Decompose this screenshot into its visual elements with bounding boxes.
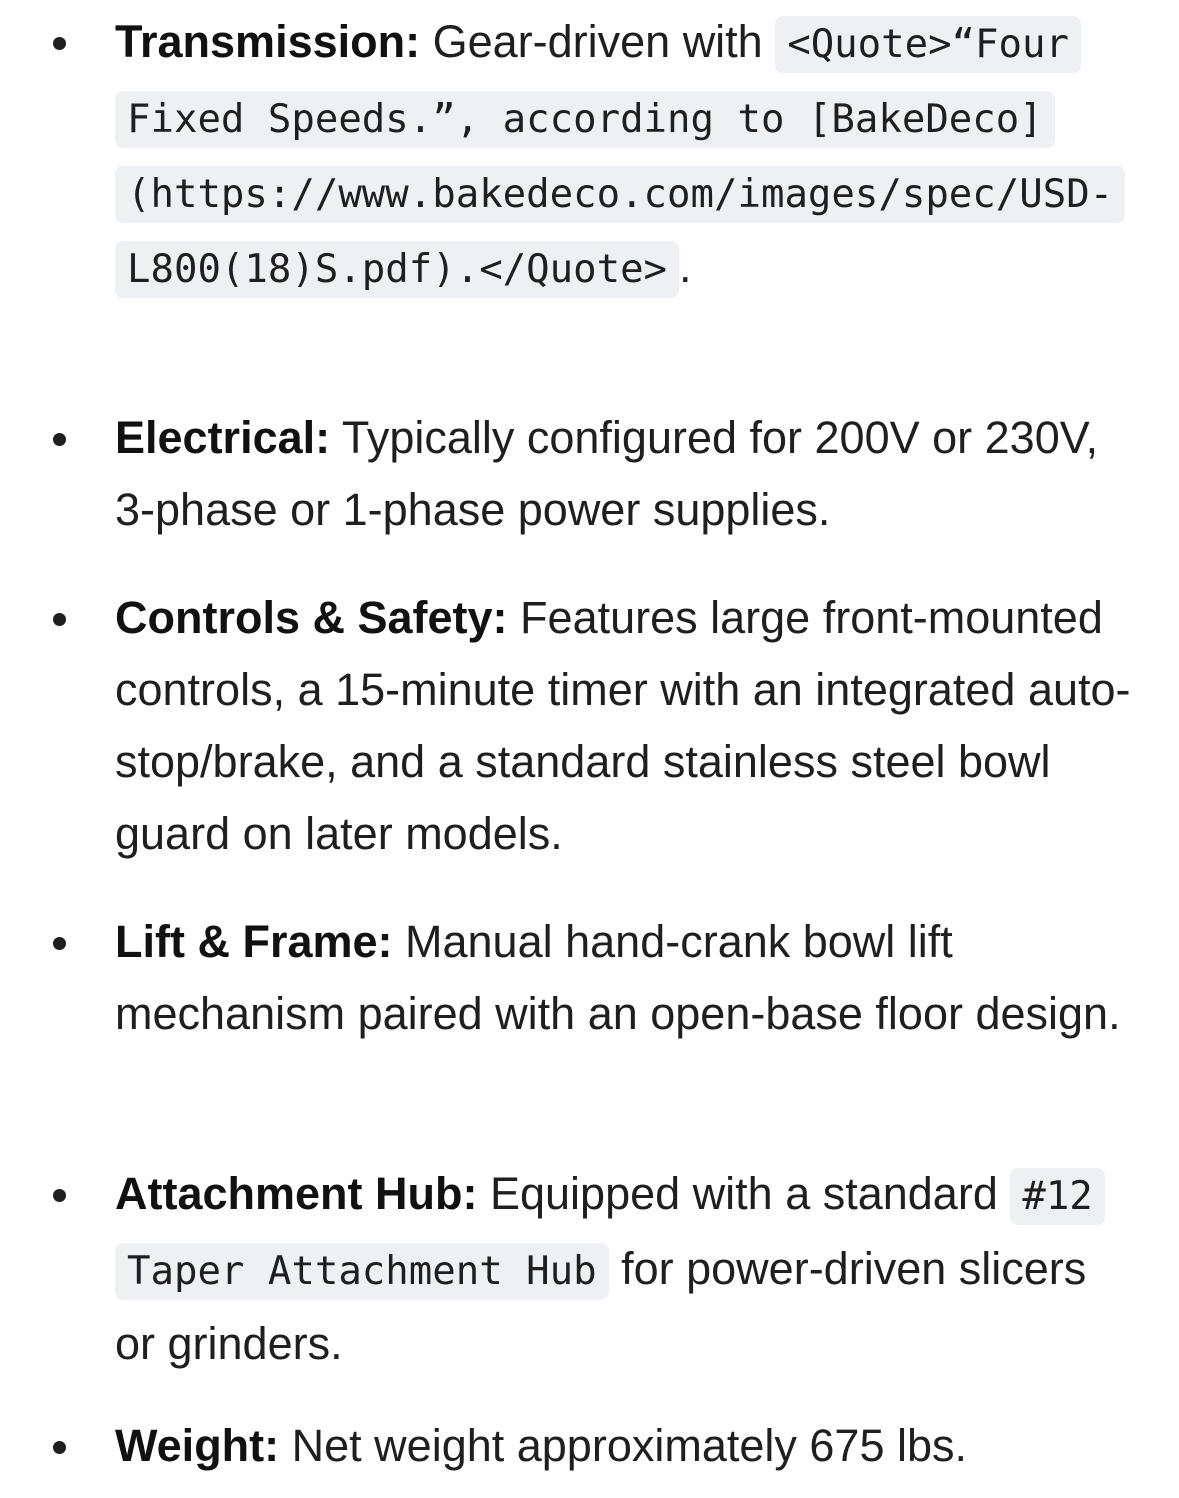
item-label: Electrical: (115, 412, 331, 463)
list-item-lift-frame (115, 906, 1135, 1050)
list-item-transmission (115, 6, 1125, 306)
item-text: Features large front-mounted controls, a 15-minute timer with an integrated auto-stop/brake, and a standard stainless steel bowl guard on later models. (115, 592, 1131, 859)
item-text: Typically configured for 200V or 230V, 3-phase or 1-phase power supplies. (115, 412, 1099, 535)
list-item-attachment-hub (115, 1158, 1135, 1380)
item-label: Attachment Hub: (115, 1168, 478, 1219)
item-label: Lift & Frame: (115, 916, 393, 967)
item-text: Gear-driven with (420, 16, 776, 67)
list-item-controls-safety (115, 582, 1135, 870)
list-item-electrical (115, 402, 1135, 546)
item-label: Controls & Safety: (115, 592, 508, 643)
item-text: Equipped with a standard (477, 1168, 1011, 1219)
item-text-end: . (679, 241, 692, 292)
inline-code: #12 Taper Attachment Hub (115, 1168, 1105, 1300)
item-label: Weight: (115, 1420, 280, 1471)
item-text: Manual hand-crank bowl lift mechanism paired with an open-base floor design. (115, 916, 1121, 1039)
inline-code: <Quote>“Four Fixed Speeds.”, according to [BakeDeco] (https://www.bakedeco.com/images/spec/USD-L800(18)S.pdf).</Quote> (115, 16, 1125, 298)
item-text-end: for power-driven slicers or grinders. (115, 1243, 1087, 1369)
item-text: Net weight approximately 675 lbs. (279, 1420, 967, 1471)
list-item-weight (115, 1410, 1135, 1482)
item-label: Transmission: (115, 16, 421, 67)
